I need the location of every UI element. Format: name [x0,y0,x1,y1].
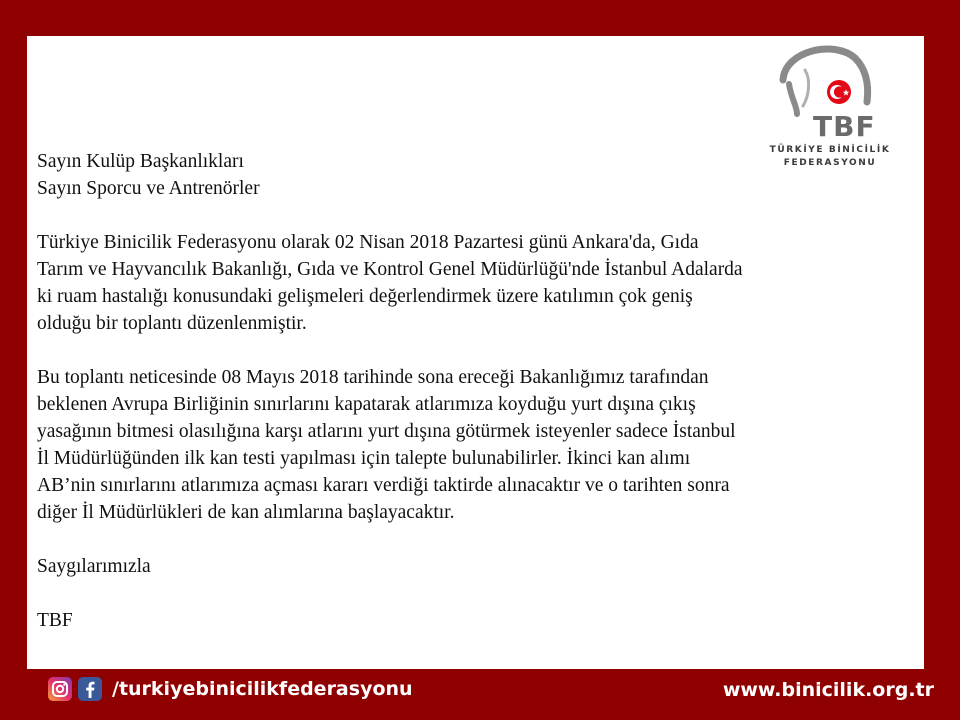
horse-head-icon [775,40,885,140]
paragraph-1-line: Türkiye Binicilik Federasyonu olarak 02 Nisan 2018 Pazartesi günü Ankara'da, Gıda [37,232,699,253]
paragraph-1-line: olduğu bir toplantı düzenlenmiştir. [37,313,307,334]
logo-line-2: FEDERASYONU [783,158,877,168]
logo-line-1: TÜRKİYE BİNİCİLİK [769,145,891,155]
website-link[interactable]: www.binicilik.org.tr [722,679,934,701]
social-links [48,677,413,701]
facebook-icon[interactable] [78,677,102,701]
paragraph-2-line: AB’nin sınırlarını atlarımıza açması kararı verdiği taktirde alınacaktır ve o tarihten sonra [37,475,730,496]
paragraph-2-line: yasağının bitmesi olasılığına karşı atlarını yurt dışına götürmek isteyenler sadece İstanbul [37,421,736,442]
salutation-1: Sayın Kulüp Başkanlıkları [37,151,244,172]
paragraph-2-line: beklenen Avrupa Birliğinin sınırlarını kapatarak atlarımıza koyduğu yurt dışına çıkış [37,394,696,415]
letter-body [37,148,917,634]
footer [0,670,960,720]
paragraph-2-line: diğer İl Müdürlükleri de kan alımlarına başlayacaktır. [37,502,455,523]
social-handle[interactable]: /turkiyebinicilikfederasyonu [112,678,413,700]
salutation-2: Sayın Sporcu ve Antrenörler [37,178,260,199]
closing: Saygılarımızla [37,556,151,577]
paragraph-2-line: Bu toplantı neticesinde 08 Mayıs 2018 tarihinde sona ereceği Bakanlığımız tarafından [37,367,709,388]
paragraph-1-line: ki ruam hastalığı konusundaki gelişmeleri değerlendirmek üzere katılımın çok geniş [37,286,693,307]
instagram-icon[interactable] [48,677,72,701]
paragraph-1-line: Tarım ve Hayvancılık Bakanlığı, Gıda ve Kontrol Genel Müdürlüğü'nde İstanbul Adalarda [37,259,743,280]
paragraph-2-line: İl Müdürlüğünden ilk kan testi yapılması için talepte bulunabilirler. İkinci kan alımı [37,448,691,469]
logo-letters: TBF [813,110,876,140]
signature: TBF [37,610,73,631]
document-page [27,36,924,669]
